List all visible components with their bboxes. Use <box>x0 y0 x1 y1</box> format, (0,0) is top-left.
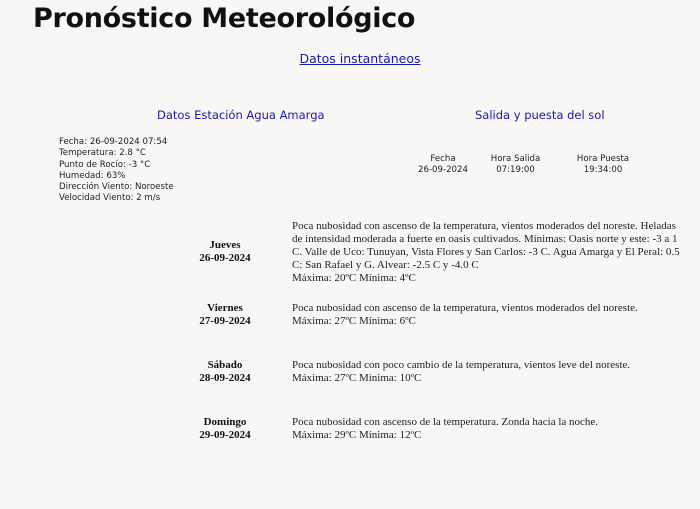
forecast-temps: Máxima: 27ºC Mínima: 10ºC <box>292 372 422 384</box>
forecast-description: Poca nubosidad con poco cambio de la temperatura, vientos leve del noreste. <box>292 359 631 371</box>
sun-set: 19:34:00 <box>583 164 623 175</box>
sun-date: 26-09-2024 <box>418 164 468 175</box>
station-heading[interactable]: Datos Estación Agua Amarga <box>157 108 325 122</box>
forecast-description: Poca nubosidad con ascenso de la temperatura. Zonda hacia la noche. <box>292 416 599 428</box>
station-wind-speed: Velocidad Viento: 2 m/s <box>59 193 161 204</box>
forecast-text-2 <box>292 302 684 328</box>
sun-header-date: Fecha <box>430 153 456 164</box>
forecast-day-date: 26-09-2024 <box>199 252 251 264</box>
sun-table <box>414 153 647 175</box>
forecast-day-name: Jueves <box>209 239 241 251</box>
forecast-day-date: 29-09-2024 <box>199 429 251 441</box>
station-humidity: Humedad: 63% <box>59 170 126 181</box>
forecast-temps: Máxima: 27ºC Mínima: 6ºC <box>292 315 416 327</box>
forecast-text-3 <box>292 359 684 385</box>
forecast-text-1 <box>292 220 684 285</box>
forecast-description: Poca nubosidad con ascenso de la temperatura, vientos moderados del noreste. <box>292 302 638 314</box>
forecast-day-date: 27-09-2024 <box>199 315 251 327</box>
sun-rise: 07:19:00 <box>496 164 535 175</box>
forecast-day-3 <box>160 359 290 385</box>
sun-header-set: Hora Puesta <box>576 153 630 164</box>
forecast-day-name: Viernes <box>207 302 243 314</box>
instant-data-link[interactable]: Datos instantáneos <box>299 51 421 66</box>
forecast-day-date: 28-09-2024 <box>199 372 251 384</box>
station-data <box>59 137 174 205</box>
sun-table-row <box>414 164 647 175</box>
sun-heading[interactable]: Salida y puesta del sol <box>475 108 605 122</box>
forecast-temps: Máxima: 29ºC Mínima: 12ºC <box>292 429 422 441</box>
forecast-day-name: Domingo <box>203 416 247 428</box>
forecast-day-4 <box>160 416 290 442</box>
forecast-temps: Máxima: 20ºC Mínima: 4ºC <box>292 272 416 284</box>
forecast-day-1 <box>160 239 290 265</box>
station-temperature: Temperatura: 2.8 °C <box>59 148 146 159</box>
forecast-day-2 <box>160 302 290 328</box>
forecast-text-4 <box>292 416 684 442</box>
forecast-day-name: Sábado <box>207 359 243 371</box>
forecast-description: Poca nubosidad con ascenso de la temperatura, vientos moderados del noreste. Heladas de intensidad moderada a fuerte en oasis cultivados. Mínimas: Oasis norte y este: -3 a 1 C. Valle de Uco: Tunuyan, Vista Flores y San Carlos: -3 C. Agua Amarga y El Peral: 0.5 C: San Rafael y G. Alvear: -2.5 C y -4.0 C <box>292 220 680 271</box>
sun-table-header <box>414 153 647 164</box>
station-wind-direction: Dirección Viento: Noroeste <box>59 182 174 193</box>
sun-header-rise: Hora Salida <box>490 153 541 164</box>
station-dew-point: Punto de Rocío: -3 °C <box>59 159 151 170</box>
station-date: Fecha: 26-09-2024 07:54 <box>59 137 168 147</box>
page-title: Pronóstico Meteorológico <box>33 3 416 34</box>
